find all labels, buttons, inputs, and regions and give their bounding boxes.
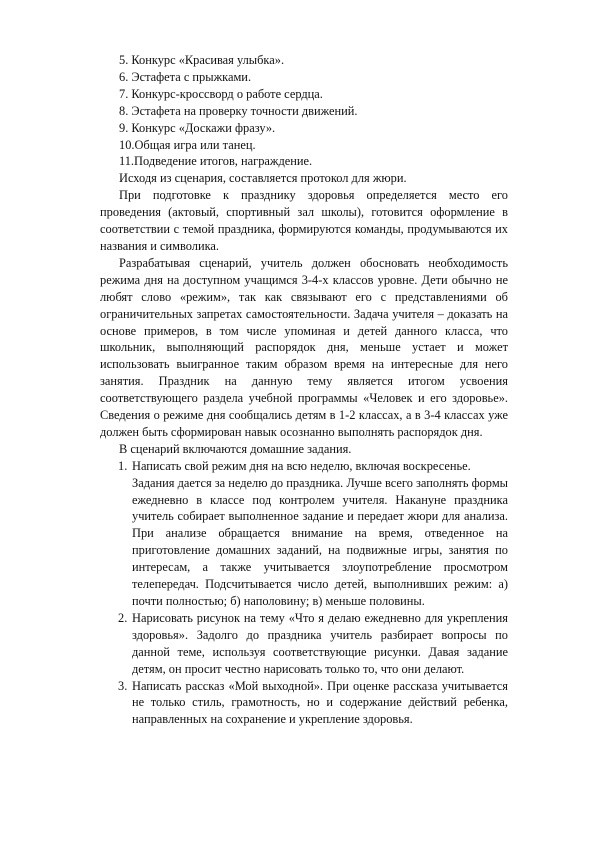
list-item: 9. Конкурс «Доскажи фразу». — [119, 120, 276, 135]
list-item: 8. Эстафета на проверку точности движений. — [119, 103, 358, 118]
homework-item — [100, 610, 508, 678]
homework-text: Задания дается за неделю до праздника. Лучше всего заполнять формы ежедневно в классе под контролем учителя. Накануне праздника учитель собирает выполненное задание и передает жюри для анализа. При анализе обращается внимание на время, отведенное на приготовление домашних заданий, на подвижные игры, занятия по интересам, а также учитывается злоупотребление просмотром телепередач. Подсчитывается число детей, выполнивших режим: а) почти полностью; б) наполовину; в) меньше половины. — [132, 475, 508, 608]
homework-text: Нарисовать рисунок на тему «Что я делаю ежедневно для укрепления здоровья». Задолго до праздника учитель разбирает вопросы по данной теме, используя соответствующие рисунки. Давая задание детям, он просит честно нарисовать только то, что они делают. — [132, 610, 508, 676]
paragraph-preparation: При подготовке к празднику здоровья определяется место его проведения (актовый, спортивный зал школы), готовится оформление в соответствии с темой праздника, формируются команды, продумываются их названия и символика. — [100, 188, 508, 253]
list-item: 7. Конкурс-кроссворд о работе сердца. — [119, 86, 323, 101]
document-body — [100, 52, 508, 728]
homework-number: 1. — [118, 458, 128, 473]
homework-list — [100, 458, 508, 729]
paragraph-regime: Разрабатывая сценарий, учитель должен обосновать необходимость режима дня на доступном учащимся 3-4-х классов уровне. Дети обычно не любят слово «режим», так как связывают его с представлениями об ограничительных запретах самостоятельности. Задача учителя – доказать на основе примеров, в том числе упоминая и детей данного класса, что школьник, выполняющий распорядок дня, меньше устает и может использовать выигранное таким образом время на интересные для него занятия. Праздник на данную тему является итогом усвоения соответствующего раздела учебной программы «Человек и его здоровье». Сведения о режиме дня сообщались детям в 1-2 классах, а в 3-4 классах уже должен быть сформирован навык осознанно выполнять распорядок дня. — [100, 255, 508, 439]
homework-title: Написать свой режим дня на всю неделю, включая воскресенье. — [132, 458, 471, 473]
homework-number: 2. — [118, 610, 128, 625]
list-item: 6. Эстафета с прыжками. — [119, 69, 252, 84]
protocol-line: Исходя из сценария, составляется протокол для жюри. — [119, 171, 407, 186]
homework-number: 3. — [118, 678, 128, 693]
list-item: 11.Подведение итогов, награждение. — [119, 154, 313, 169]
homework-text: Написать рассказ «Мой выходной». При оценке рассказа учитывается не только стиль, грамотность, но и содержание действий ребенка, направленных на сохранение и укрепление здоровья. — [132, 678, 508, 727]
list-item: 5. Конкурс «Красивая улыбка». — [119, 53, 285, 67]
homework-intro: В сценарий включаются домашние задания. — [119, 441, 352, 456]
list-item: 10.Общая игра или танец. — [119, 137, 256, 152]
homework-item — [100, 678, 508, 729]
event-program-list — [100, 52, 508, 170]
homework-item — [100, 458, 508, 610]
